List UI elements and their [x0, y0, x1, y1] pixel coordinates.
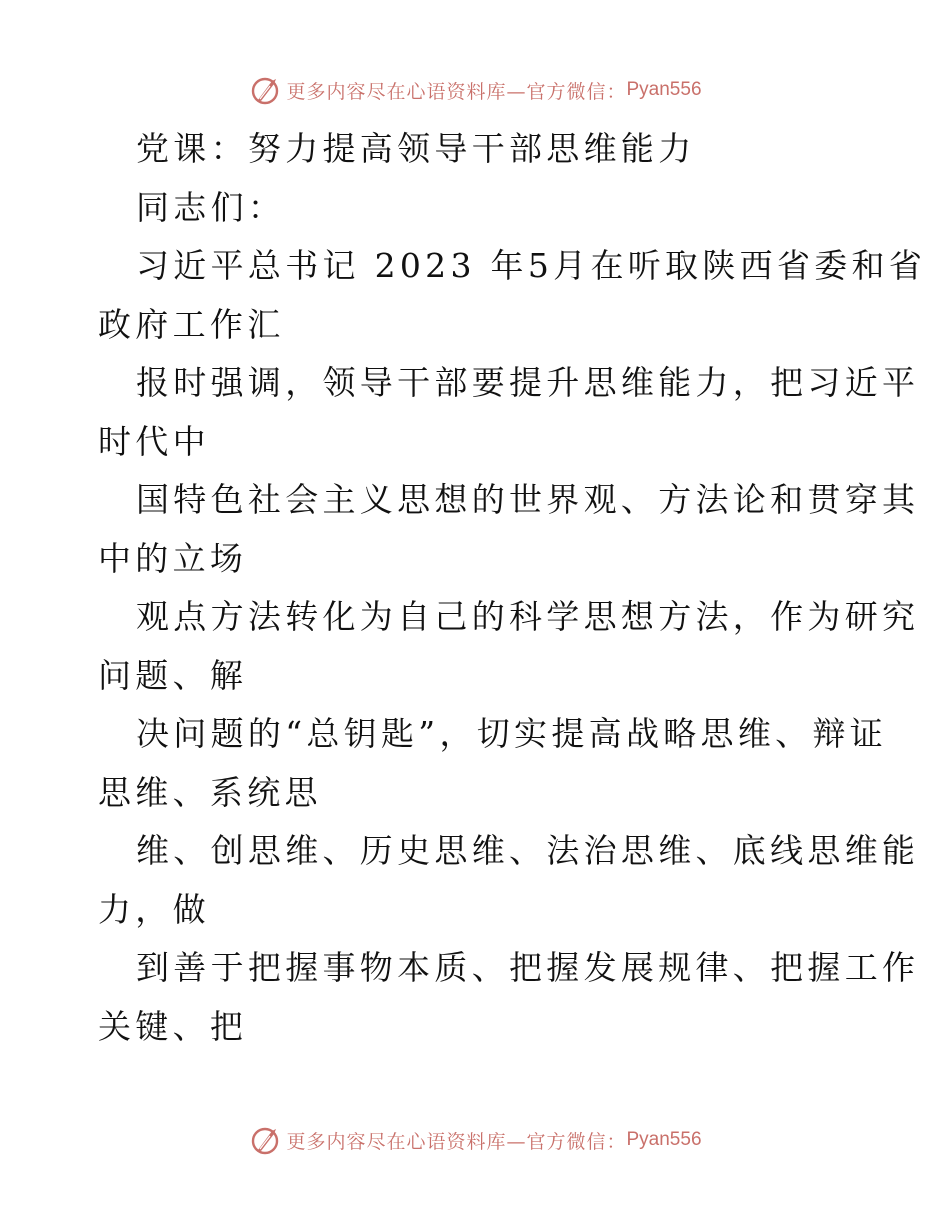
watermark-text: 更多内容尽在心语资料库—官方微信：: [286, 1130, 627, 1153]
footer-watermark: [0, 1120, 950, 1160]
paragraph-line: 时代中: [98, 421, 210, 461]
paragraph-line: 问题、解: [98, 655, 248, 695]
paragraph-line: 思维、系统思: [98, 772, 322, 812]
paragraph-line: 到善于把握事物本质、把握发展规律、把握工作: [136, 948, 920, 987]
paragraph-line: 力，做: [98, 889, 210, 929]
paragraph-line: 维、创思维、历史思维、法治思维、底线思维能: [136, 831, 920, 870]
paragraph-line: 关键、把: [98, 1006, 248, 1046]
paragraph-line: 报时强调，领导干部要提升思维能力，把习近平: [136, 363, 920, 402]
paragraph-line: 国特色社会主义思想的世界观、方法论和贯穿其: [136, 480, 920, 519]
document-title: 党课：努力提高领导干部思维能力: [136, 129, 696, 168]
salutation: 同志们：: [136, 187, 286, 227]
paragraph-line: 观点方法转化为自己的科学思想方法，作为研究: [136, 597, 920, 636]
header-watermark: [0, 70, 950, 110]
watermark-wechat-id: Pyan556: [626, 79, 702, 100]
quill-pen-logo-icon: [248, 73, 282, 107]
quill-pen-logo-icon: [248, 1123, 282, 1157]
watermark-text: 更多内容尽在心语资料库—官方微信：: [286, 80, 627, 103]
paragraph-line: 中的立场: [98, 538, 248, 578]
paragraph-line: 政府工作汇: [98, 304, 285, 344]
paragraph-line: 决问题的“总钥匙”，切实提高战略思维、辩证: [136, 714, 888, 753]
watermark-wechat-id: Pyan556: [626, 1129, 702, 1150]
paragraph-line: 习近平总书记 2023 年5月在听取陕西省委和省: [136, 246, 927, 285]
document-body: [98, 120, 927, 1056]
